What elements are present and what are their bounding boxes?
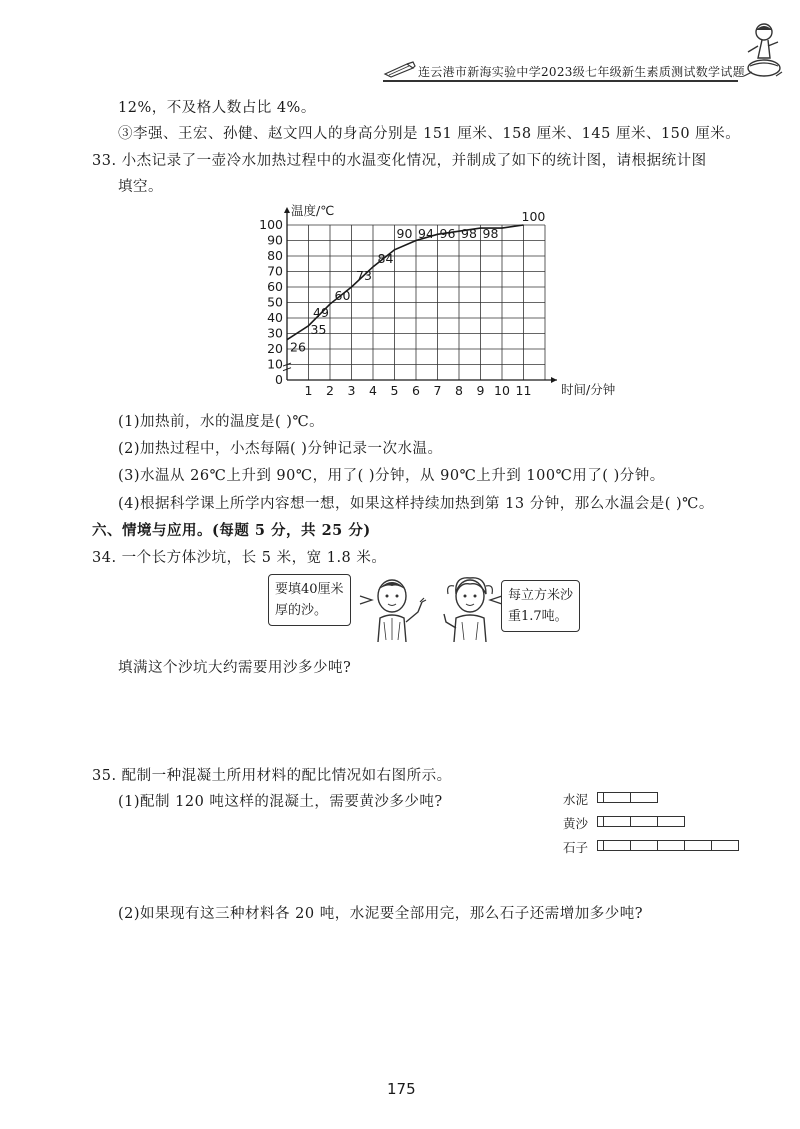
stone-bar-segment bbox=[684, 840, 712, 851]
q33-part1: (1)加热前，水的温度是( )℃。 bbox=[118, 414, 325, 430]
point-label-1: 35 bbox=[310, 321, 327, 337]
sand-bar-segment bbox=[657, 816, 685, 827]
point-label-7: 94 bbox=[418, 226, 434, 241]
sand-ratio-bar bbox=[597, 816, 684, 827]
x-tick-6: 6 bbox=[412, 383, 420, 398]
boy-figure bbox=[358, 572, 438, 642]
cement-ratio-bar bbox=[597, 792, 657, 803]
point-label-11: 100 bbox=[521, 209, 546, 224]
q33-part4: (4)根据科学课上所学内容想一想，如果这样持续加热到第 13 分钟，那么水温会是( )℃。 bbox=[118, 496, 714, 512]
point-label-0: 26 bbox=[290, 339, 306, 355]
x-tick-5: 5 bbox=[390, 383, 399, 398]
point-label-8: 96 bbox=[439, 226, 456, 241]
x-tick-3: 3 bbox=[347, 383, 356, 398]
chart-ticks bbox=[259, 217, 531, 398]
point-label-3: 60 bbox=[334, 288, 351, 303]
y-tick-30: 30 bbox=[267, 325, 283, 341]
y-tick-50: 50 bbox=[267, 294, 283, 310]
stone-bar-segment bbox=[711, 840, 739, 851]
y-tick-90: 90 bbox=[267, 232, 283, 248]
point-label-9: 98 bbox=[461, 226, 477, 241]
y-tick-20: 20 bbox=[267, 341, 283, 356]
water-temperature-line-chart bbox=[255, 198, 635, 403]
point-label-10: 98 bbox=[482, 226, 499, 241]
sand-bar-segment bbox=[603, 816, 631, 827]
line-heights: ③李强、王宏、孙健、赵文四人的身高分别是 151 厘米、158 厘米、145 厘米、150 厘米。 bbox=[118, 126, 741, 142]
pencil-icon bbox=[383, 60, 417, 78]
y-tick-40: 40 bbox=[267, 310, 283, 325]
x-axis-arrow bbox=[551, 377, 557, 383]
cement-label: 水泥 bbox=[563, 792, 589, 807]
q34-stem: 34. 一个长方体沙坑，长 5 米，宽 1.8 米。 bbox=[92, 550, 387, 566]
point-label-5: 84 bbox=[377, 250, 394, 266]
cement-bar-segment bbox=[603, 792, 631, 803]
girl-bubble-line1: 每立方米沙 bbox=[508, 588, 574, 603]
stone-bar-segment bbox=[603, 840, 631, 851]
q33-stem-line1: 33. 小杰记录了一壶冷水加热过程中的水温变化情况，并制成了如下的统计图，请根据统计图 bbox=[92, 153, 707, 169]
q35-stem: 35. 配制一种混凝土所用材料的配比情况如右图所示。 bbox=[92, 768, 452, 784]
y-tick-100: 100 bbox=[259, 217, 283, 232]
sand-label: 黄沙 bbox=[563, 816, 589, 831]
boy-bubble-line1: 要填40厘米 bbox=[275, 582, 344, 597]
point-label-2: 49 bbox=[313, 305, 329, 321]
y-tick-0: 0 bbox=[275, 372, 283, 387]
x-tick-8: 8 bbox=[455, 383, 463, 398]
cement-bar-segment bbox=[630, 792, 658, 803]
sand-bar-segment bbox=[630, 816, 658, 827]
chart-grid bbox=[287, 225, 545, 380]
stone-bar-segment bbox=[657, 840, 685, 851]
chart-point-labels bbox=[290, 209, 545, 355]
x-tick-1: 1 bbox=[304, 383, 313, 398]
section-6-heading: 六、情境与应用。(每题 5 分，共 25 分) bbox=[92, 522, 371, 539]
x-tick-9: 9 bbox=[476, 383, 485, 398]
q35-part1: (1)配制 120 吨这样的混凝土，需要黄沙多少吨? bbox=[118, 794, 443, 810]
chart-x-axis-label: 时间/分钟 bbox=[561, 382, 616, 397]
girl-bubble-line2: 重1.7吨。 bbox=[508, 609, 568, 624]
y-tick-80: 80 bbox=[267, 248, 283, 263]
girl-speech-bubble bbox=[501, 580, 580, 632]
header-title: 连云港市新海实验中学2023级七年级新生素质测试数学试题 bbox=[418, 65, 745, 79]
x-tick-11: 11 bbox=[515, 383, 532, 398]
y-tick-70: 70 bbox=[267, 263, 283, 279]
y-tick-10: 10 bbox=[267, 356, 283, 372]
q34-question: 填满这个沙坑大约需要用沙多少吨? bbox=[118, 660, 352, 676]
line-pass-rate: 12%，不及格人数占比 4%。 bbox=[118, 100, 316, 116]
stone-ratio-bar bbox=[597, 840, 738, 851]
point-label-4: 73 bbox=[356, 267, 372, 283]
x-tick-4: 4 bbox=[369, 383, 377, 398]
x-tick-7: 7 bbox=[433, 383, 442, 398]
y-axis-arrow bbox=[284, 207, 290, 213]
stone-bar-segment bbox=[630, 840, 658, 851]
x-tick-10: 10 bbox=[494, 383, 510, 398]
boy-speech-bubble bbox=[268, 574, 351, 626]
chart-y-axis-label: 温度/℃ bbox=[291, 203, 335, 218]
q33-part2: (2)加热过程中，小杰每隔( )分钟记录一次水温。 bbox=[118, 441, 443, 457]
boy-on-book-illustration bbox=[738, 22, 786, 84]
page-number: 175 bbox=[387, 1080, 416, 1098]
stone-label: 石子 bbox=[563, 840, 589, 855]
x-tick-2: 2 bbox=[326, 383, 334, 398]
y-tick-60: 60 bbox=[267, 279, 283, 294]
q33-stem-line2: 填空。 bbox=[118, 179, 163, 195]
q35-part2: (2)如果现有这三种材料各 20 吨，水泥要全部用完，那么石子还需增加多少吨? bbox=[118, 906, 643, 922]
header-rule bbox=[383, 80, 738, 82]
girl-figure bbox=[440, 572, 504, 642]
boy-bubble-line2: 厚的沙。 bbox=[275, 603, 328, 618]
point-label-6: 90 bbox=[396, 226, 413, 241]
q33-part3: (3)水温从 26℃上升到 90℃，用了( )分钟，从 90℃上升到 100℃用了( )分钟。 bbox=[118, 468, 665, 484]
